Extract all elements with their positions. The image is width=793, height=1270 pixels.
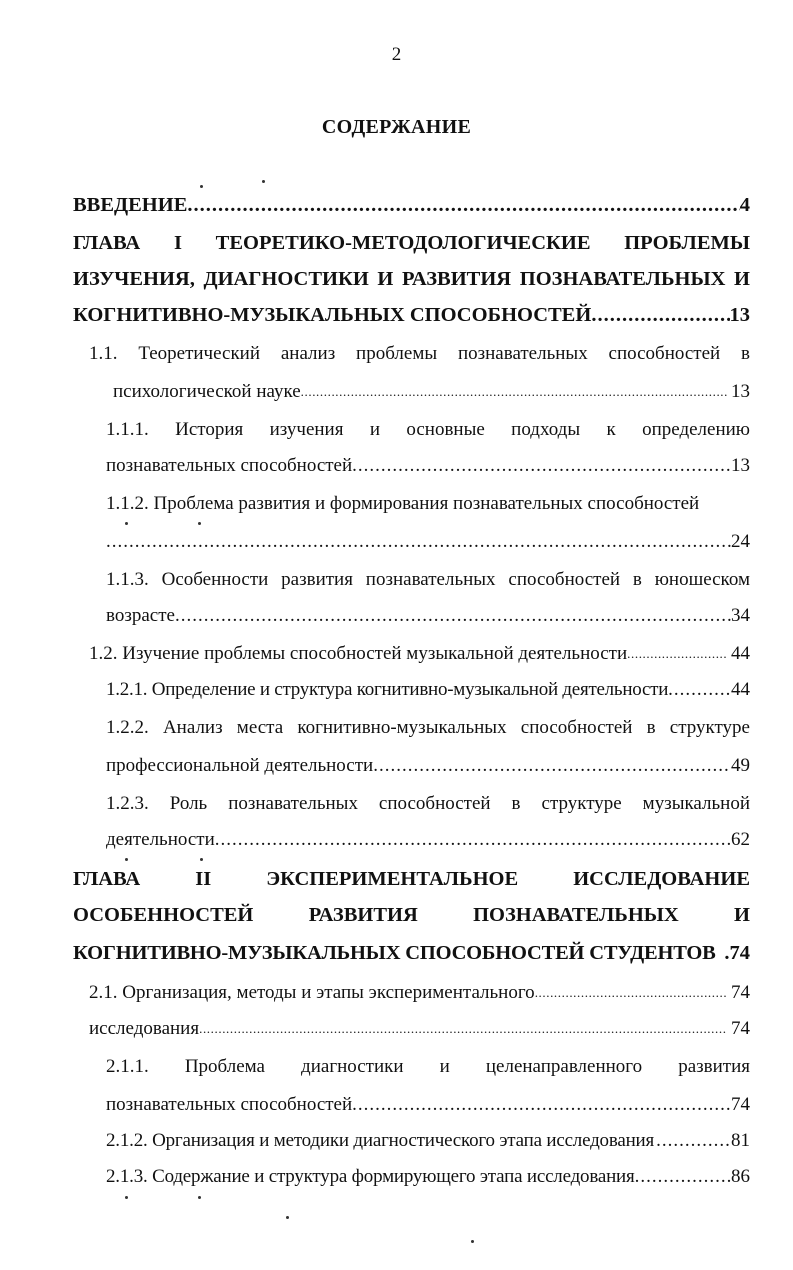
scan-speck [198,522,201,525]
leader-dots [656,1126,729,1156]
toc-page-number: 44 [731,643,750,664]
leader-dots [215,825,731,855]
toc-page-number: 4 [739,194,750,216]
page-number: 2 [391,44,402,65]
leader-dots [627,639,727,669]
leader-dots [373,751,731,781]
toc-section-2-1-2[interactable] [106,1126,750,1156]
toc-chapter-1-line-2[interactable]: ИЗУЧЕНИЯ, ДИАГНОСТИКИ И РАЗВИТИЯ ПОЗНАВАТЕЛЬНЫХ И [73,268,750,290]
toc-entry-title: 2.1.2. Организация и методики диагностического этапа исследования [106,1130,655,1151]
toc-page-number: 49 [731,755,750,776]
toc-chapter-2-line-2[interactable]: ОСОБЕННОСТЕЙ РАЗВИТИЯ ПОЗНАВАТЕЛЬНЫХ И [73,904,750,926]
toc-section-1-1-3-line-2[interactable] [106,601,750,631]
toc-entry-intro[interactable] [73,190,750,220]
toc-entry-title: психологической науке [113,381,301,402]
toc-section-1-2-2-line-2[interactable] [106,751,750,781]
toc-section-1-1-2-line-2[interactable] [106,527,750,557]
leader-dots [668,675,731,705]
leader-dots [635,1162,731,1192]
toc-entry-title: возрасте [106,605,175,626]
scan-speck [200,185,203,188]
toc-section-1-2-3-line-2[interactable] [106,825,750,855]
toc-section-1-1-1-line-1[interactable]: 1.1.1. История изучения и основные подходы к определению [106,419,750,440]
toc-entry-title: профессиональной деятельности [106,755,374,776]
toc-page-number: 74 [731,1094,750,1115]
toc-entry-title: познавательных способностей [106,1094,353,1115]
toc-page-number: 13 [729,304,750,326]
toc-section-2-1-3[interactable] [106,1162,750,1192]
leader-dots [591,300,729,330]
toc-chapter-1-line-1[interactable]: ГЛАВА I ТЕОРЕТИКО-МЕТОДОЛОГИЧЕСКИЕ ПРОБЛЕМЫ [73,232,750,254]
toc-page-number: .74 [724,942,750,964]
toc-section-1-1-line-2[interactable] [113,377,750,407]
toc-chapter-1-line-3[interactable] [73,300,750,330]
toc-page-number: 24 [731,531,750,552]
toc-page-number: 81 [731,1130,750,1151]
toc-entry-title: 2.1.3. Содержание и структура формирующего этапа исследования [106,1166,635,1187]
leader-dots [301,377,727,407]
toc-entry-title: деятельности [106,829,215,850]
toc-entry-title: 1.2. Изучение проблемы способностей музыкальной деятельности [89,643,628,664]
toc-section-1-1-line-1[interactable]: 1.1. Теоретический анализ проблемы познавательных способностей в [89,343,750,364]
toc-entry-title: ВВЕДЕНИЕ [73,194,188,216]
leader-dots [352,1090,731,1120]
toc-section-1-1-2-line-1[interactable]: 1.1.2. Проблема развития и формирования познавательных способностей [106,493,700,514]
toc-section-1-2-1[interactable] [106,675,750,705]
toc-entry-title: исследования [89,1018,200,1039]
toc-entry-title: 1.2.1. Определение и структура когнитивно-музыкальной деятельности [106,679,669,700]
scan-speck [286,1216,289,1219]
toc-page-number: 13 [731,381,750,402]
scan-speck [262,180,265,183]
toc-page-number: 44 [731,679,750,700]
scan-speck [125,1196,128,1199]
scan-speck [125,858,128,861]
toc-heading: СОДЕРЖАНИЕ [321,116,472,138]
toc-section-2-1-1-line-2[interactable] [106,1090,750,1120]
toc-section-1-2-2-line-1[interactable]: 1.2.2. Анализ места когнитивно-музыкальных способностей в структуре [106,717,750,738]
toc-page-number: 13 [731,455,750,476]
leader-dots [187,190,739,220]
toc-page-number: 34 [731,605,750,626]
leader-dots [352,451,731,481]
toc-entry-title: КОГНИТИВНО-МУЗЫКАЛЬНЫХ СПОСОБНОСТЕЙ СТУДЕНТОВ [73,942,716,964]
scan-speck [198,1196,201,1199]
scan-speck [200,858,203,861]
toc-section-2-1-1-line-1[interactable]: 2.1.1. Проблема диагностики и целенаправленного развития [106,1056,750,1077]
toc-section-1-1-3-line-1[interactable]: 1.1.3. Особенности развития познавательных способностей в юношеском [106,569,750,590]
leader-dots [175,601,731,631]
toc-section-1-2[interactable] [89,639,750,669]
toc-page-number: 74 [731,1018,750,1039]
toc-entry-title: КОГНИТИВНО-МУЗЫКАЛЬНЫХ СПОСОБНОСТЕЙ [73,304,592,326]
toc-chapter-2-line-3[interactable] [73,938,750,968]
leader-dots [535,978,727,1008]
toc-section-1-2-3-line-1[interactable]: 1.2.3. Роль познавательных способностей в структуре музыкальной [106,793,750,814]
toc-entry-title: познавательных способностей [106,455,353,476]
scan-speck [471,1240,474,1243]
leader-dots [199,1014,727,1044]
toc-page-number: 62 [731,829,750,850]
toc-chapter-2-line-1[interactable]: ГЛАВА II ЭКСПЕРИМЕНТАЛЬНОЕ ИССЛЕДОВАНИЕ [73,868,750,890]
toc-page-number: 74 [731,982,750,1003]
toc-page-number: 86 [731,1166,750,1187]
toc-section-2-1-line-2[interactable] [89,1014,750,1044]
toc-section-2-1-line-1[interactable] [89,978,750,1008]
leader-dots [106,527,731,557]
scan-speck [125,522,128,525]
toc-section-1-1-1-line-2[interactable] [106,451,750,481]
toc-entry-title: 2.1. Организация, методы и этапы экспериментального [89,982,535,1003]
